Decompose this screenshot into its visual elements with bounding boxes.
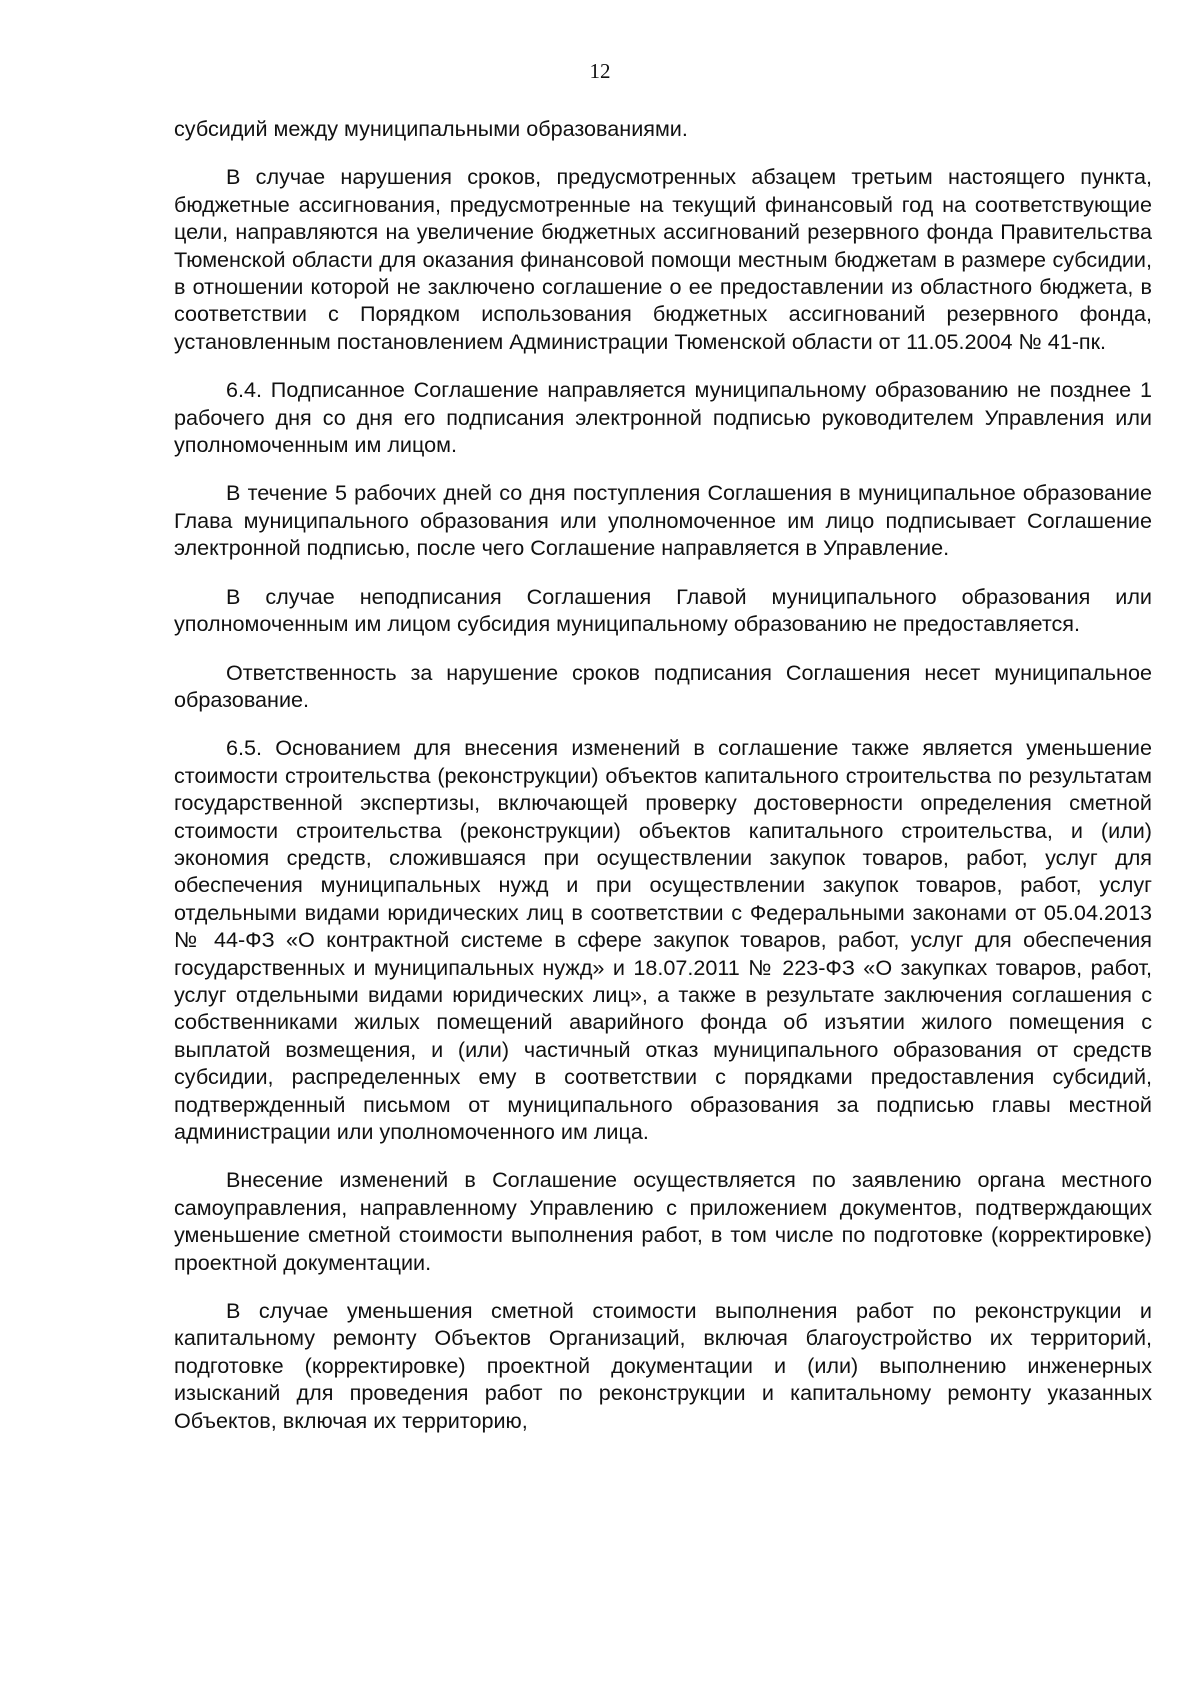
paragraph-deadline-violation: В случае нарушения сроков, предусмотренных абзацем третьим настоящего пункта, бюджетные ассигнования, предусмотренные на текущий финансовый год на соответствующие цели, направляются на увеличение бюджетных ассигнований резервного фонда Правительства Тюменской области для оказания финансовой помощи местным бюджетам в размере субсидии, в отношении которой не заключено соглашение о ее предоставлении из областного бюджета, в соответствии с Порядком использования бюджетных ассигнований резервного фонда, установленным постановлением Администрации Тюменской области от 11.05.2004 № 41-пк. (174, 164, 1152, 354)
paragraph-continuation: субсидий между муниципальными образованиями. (174, 116, 688, 141)
paragraph-6-4: 6.4. Подписанное Соглашение направляется муниципальному образованию не позднее 1 рабочего дня со дня его подписания электронной подписью руководителем Управления или уполномоченным им лицом. (174, 377, 1152, 458)
paragraph-signing-period: В течение 5 рабочих дней со дня поступления Соглашения в муниципальное образование Глава муниципального образования или уполномоченное им лицо подписывает Соглашение электронной подписью, после чего Соглашение направляется в Управление. (174, 480, 1152, 561)
paragraph-6-5: 6.5. Основанием для внесения изменений в соглашение также является уменьшение стоимости строительства (реконструкции) объектов капитального строительства по результатам государственной экспертизы, включающей проверку достоверности определения сметной стоимости строительства (реконструкции) объектов капитального строительства, и (или) экономия средств, сложившаяся при осуществлении закупок товаров, работ, услуг для обеспечения муниципальных нужд и при осуществлении закупок товаров, работ, услуг отдельными видами юридических лиц в соответствии с Федеральными законами от 05.04.2013 № 44-ФЗ «О контрактной системе в сфере закупок товаров, работ, услуг для обеспечения государственных и муниципальных нужд» и 18.07.2011 № 223-ФЗ «О закупках товаров, работ, услуг отдельными видами юридических лиц», а также в результате заключения соглашения с собственниками жилых помещений аварийного фонда об изъятии жилого помещения с выплатой возмещения, и (или) частичный отказ муниципального образования от средств субсидии, распределенных ему в соответствии с порядками предоставления субсидий, подтвержденный письмом от муниципального образования за подписью главы местной администрации или уполномоченного им лица. (174, 735, 1152, 1144)
paragraph-responsibility: Ответственность за нарушение сроков подписания Соглашения несет муниципальное образование. (174, 659, 1152, 712)
paragraph-non-signing: В случае неподписания Соглашения Главой муниципального образования или уполномоченным им лицом субсидия муниципальному образованию не предоставляется. (174, 583, 1152, 637)
paragraph-amendments: Внесение изменений в Соглашение осуществляется по заявлению органа местного самоуправления, направленному Управлению с приложением документов, подтверждающих уменьшение сметной стоимости выполнения работ, в том числе по подготовке (корректировке) проектной документации. (174, 1167, 1152, 1275)
document-body (174, 115, 1152, 1434)
page-number: 12 (589, 59, 611, 83)
paragraph-cost-reduction: В случае уменьшения сметной стоимости выполнения работ по реконструкции и капитальному ремонту Объектов Организаций, включая благоустройство их территорий, подготовке (корректировке) проектной документации и (или) выполнению инженерных изысканий для проведения работ по реконструкции и капитальному ремонту указанных Объектов, включая их территорию, (174, 1298, 1152, 1433)
